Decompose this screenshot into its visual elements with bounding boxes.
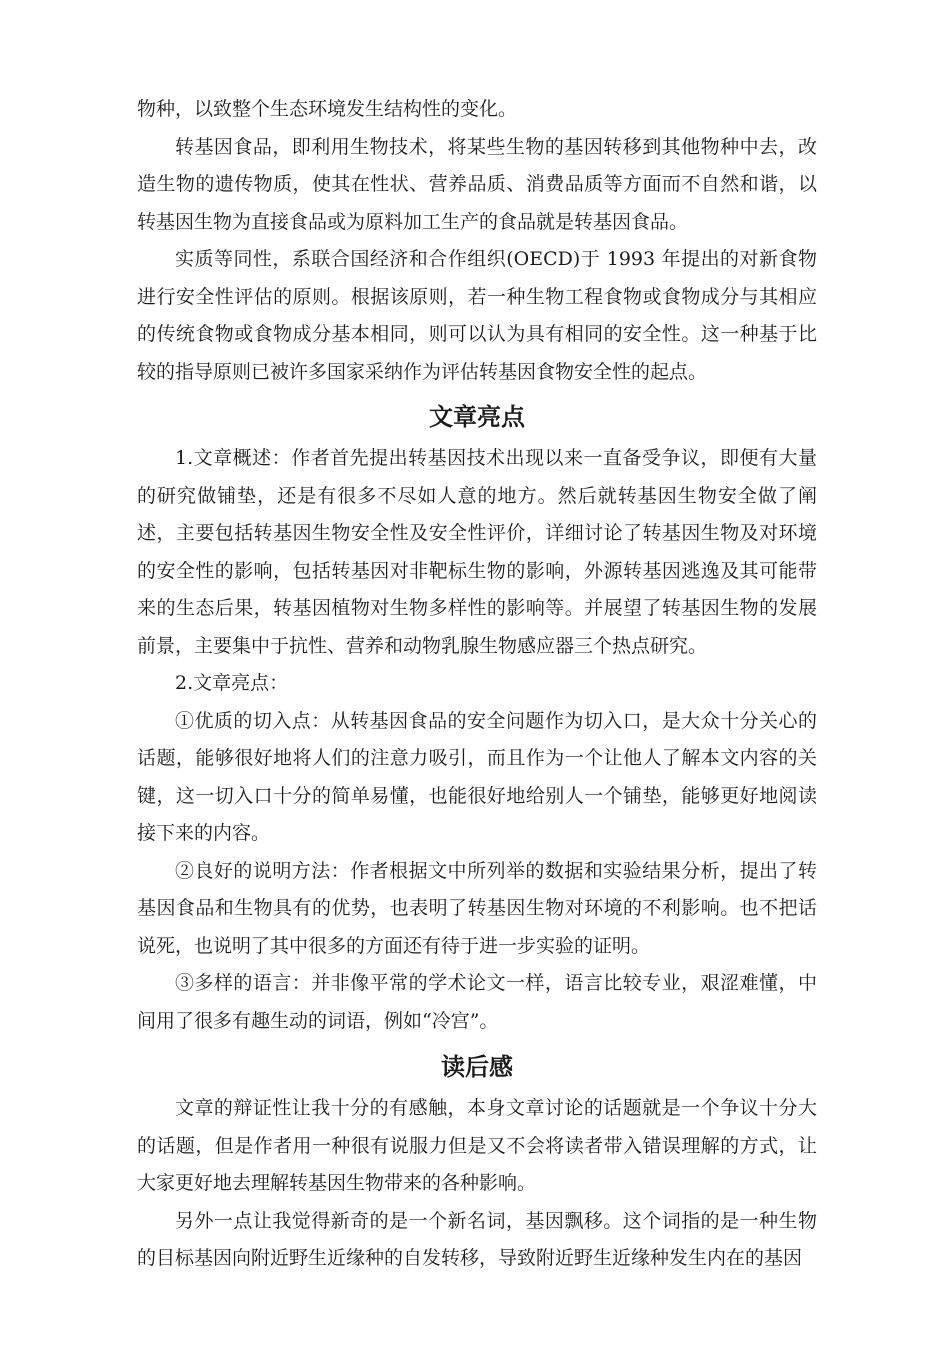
paragraph-overview: 1.文章概述：作者首先提出转基因技术出现以来一直备受争议，即便有大量的研究做铺垫，还是有很多不尽如人意的地方。然后就转基因生物安全做了阐述，主要包括转基因生物安全性及安全性评价，详细讨论了转基因生物及对环境的安全性的影响，包括转基因对非靶标生物的影响，外源转基因逃逸及其可能带来的生态后果，转基因植物对生物多样性的影响等。并展望了转基因生物的发展前景，主要集中于抗性、营养和动物乳腺生物感应器三个热点研究。 — [137, 447, 817, 657]
section-title-highlights: 文章亮点 — [429, 403, 525, 431]
paragraph-continuation: 物种，以致整个生态环境发生结构性的变化。 — [137, 98, 518, 120]
paragraph-reflection-2: 另外一点让我觉得新奇的是一个新名词，基因飘移。这个词指的是一种生物的目标基因向附近野生近缘种的自发转移，导致附近野生近缘种发生内在的基因 — [137, 1209, 817, 1269]
section-title-reflection: 读后感 — [441, 1053, 513, 1081]
paragraph-highlights-label: 2.文章亮点： — [175, 672, 289, 694]
paragraph-gm-food-definition: 转基因食品，即利用生物技术，将某些生物的基因转移到其他物种中去，改造生物的遗传物质，使其在性状、营养品质、消费品质等方面而不自然和谐，以转基因生物为直接食品或为原料加工生产的食品就是转基因食品。 — [137, 135, 817, 233]
paragraph-substantial-equivalence: 实质等同性，系联合国经济和合作组织(OECD)于 1993 年提出的对新食物进行安全性评估的原则。根据该原则，若一种生物工程食物或食物成分与其相应的传统食物或食物成分基本相同，则可以认为具有相同的安全性。这一种基于比较的指导原则已被许多国家采纳作为评估转基因食物安全性的起点。 — [137, 248, 817, 383]
document-page — [137, 91, 817, 1278]
paragraph-reflection-1: 文章的辩证性让我十分的有感触，本身文章讨论的话题就是一个争议十分大的话题，但是作者用一种很有说服力但是又不会将读者带入错误理解的方式，让大家更好地去理解转基因生物带来的各种影响。 — [137, 1097, 817, 1194]
paragraph-highlight-2: ②良好的说明方法：作者根据文中所列举的数据和实验结果分析，提出了转基因食品和生物具有的优势，也表明了转基因生物对环境的不利影响。也不把话说死，也说明了其中很多的方面还有待于进一步实验的证明。 — [137, 859, 817, 957]
paragraph-highlight-3: ③多样的语言：并非像平常的学术论文一样，语言比较专业，艰涩难懂，中间用了很多有趣生动的词语，例如“冷宫”。 — [137, 972, 817, 1032]
paragraph-highlight-1: ①优质的切入点：从转基因食品的安全问题作为切入口，是大众十分关心的话题，能够很好地将人们的注意力吸引，而且作为一个让他人了解本文内容的关键，这一切入口十分的简单易懂，也能很好地给别人一个铺垫，能够更好地阅读接下来的内容。 — [137, 709, 817, 844]
